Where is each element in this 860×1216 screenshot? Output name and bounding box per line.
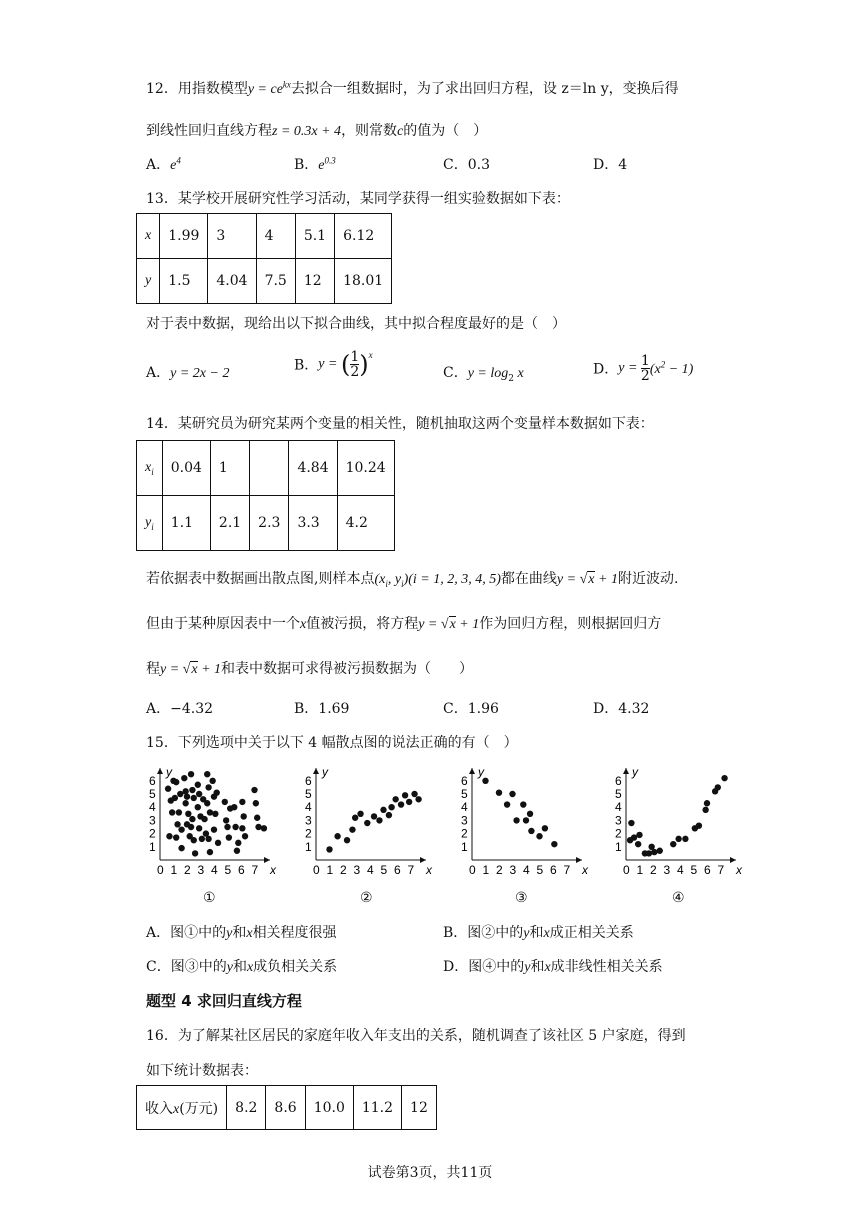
data-point xyxy=(188,771,194,777)
q14-data-table: $x_i$ 0.04 1 4.84 10.24 $y_i$ 1.1 2.1 2.3 3.3 4.2 xyxy=(136,440,395,551)
y-tick-label: 2 xyxy=(149,826,156,841)
q16-line1: 16．为了解某社区居民的家庭年收入年支出的关系，随机调查了该社区 5 户家庭，得到 xyxy=(146,1028,686,1044)
data-point xyxy=(189,787,195,793)
y-tick-label: 5 xyxy=(461,787,468,801)
q12-option-c[interactable]: C．0.3 xyxy=(443,157,490,173)
x-axis-label: x xyxy=(426,863,432,877)
y-tick-label: 2 xyxy=(615,826,622,841)
data-point xyxy=(527,811,533,817)
data-point xyxy=(178,845,184,851)
q12-line1: 12．用指数模型$y = ce^{kx}$去拟合一组数据时，为了求出回归方程，设 z＝ln y，变换后得 xyxy=(146,79,679,97)
data-point xyxy=(207,809,213,815)
q14-option-b[interactable]: B．1.69 xyxy=(294,701,350,717)
data-point xyxy=(357,811,363,817)
q13-option-d[interactable]: D．y = $\frac{1}{2}$ $(x^2 - 1)$ xyxy=(593,353,694,384)
caption-4: ④ xyxy=(672,890,685,906)
data-point xyxy=(182,800,188,806)
data-point xyxy=(214,789,220,795)
q14-line1: 若依据表中数据画出散点图,则样本点($x_i$, $y_i)(i = 1$, 2, 3, 4, 5)都在曲线y = √x + 1附近波动. xyxy=(146,571,679,589)
y-axis-label: y xyxy=(632,765,638,779)
x-tick-label: 0 xyxy=(623,863,630,877)
x-tick-label: 0 xyxy=(313,863,320,877)
y-tick-label: 6 xyxy=(149,773,156,788)
q12-equation: z = 0.3x + 4 xyxy=(272,124,342,139)
y-arrow xyxy=(623,768,629,774)
q14-option-c[interactable]: C．1.96 xyxy=(443,701,499,717)
x-tick-label: 0 xyxy=(469,863,476,877)
data-point xyxy=(657,848,663,854)
data-point xyxy=(241,813,247,819)
data-point xyxy=(176,809,182,815)
y-tick-label: 1 xyxy=(305,839,312,854)
data-point xyxy=(196,825,202,831)
x-tick-label: 4 xyxy=(523,863,530,877)
data-point xyxy=(231,804,237,810)
data-point xyxy=(380,807,386,813)
caption-1: ① xyxy=(203,890,216,906)
q13-question: 对于表中数据，现给出以下拟合曲线，其中拟合程度最好的是（ ） xyxy=(146,316,566,332)
x-tick-label: 5 xyxy=(536,863,544,877)
data-point xyxy=(253,800,259,806)
y-tick-label: 4 xyxy=(305,800,312,815)
data-point xyxy=(173,779,179,785)
data-point xyxy=(212,811,218,817)
x-tick-label: 6 xyxy=(394,863,401,877)
data-point xyxy=(239,799,245,805)
q12-option-b[interactable]: B．$e^{0.3}$ xyxy=(294,155,336,173)
q15-option-a[interactable]: A．图①中的y和x相关程度很强 xyxy=(146,925,337,941)
data-point xyxy=(371,813,377,819)
caption-2: ② xyxy=(360,890,373,906)
data-point xyxy=(242,833,248,839)
x-tick-label: 7 xyxy=(563,863,571,877)
data-point xyxy=(211,826,217,832)
x-tick-label: 2 xyxy=(496,863,503,877)
data-point xyxy=(209,778,215,784)
data-point xyxy=(523,817,529,823)
data-point xyxy=(349,826,355,832)
q15-option-c[interactable]: C．图③中的y和x成负相关关系 xyxy=(146,959,338,975)
q13-option-b[interactable]: B．y = ( $\frac{1}{2}$ )$^x$ xyxy=(294,349,373,380)
data-point xyxy=(169,809,175,815)
data-point xyxy=(191,837,197,843)
data-point xyxy=(185,811,191,817)
q13-data-table: x 1.99 3 4 5.1 6.12 y 1.5 4.04 7.5 12 18.01 xyxy=(136,213,392,304)
q14-intro: 14．某研究员为研究某两个变量的相关性，随机抽取这两个变量样本数据如下表： xyxy=(146,416,654,432)
data-point xyxy=(207,849,213,855)
x-tick-label: 7 xyxy=(251,863,259,877)
data-point xyxy=(388,804,394,810)
scatter-plot-3 xyxy=(452,762,592,880)
data-point xyxy=(696,822,702,828)
q16-data-table: 收入x(万元) 8.2 8.6 10.0 11.2 12 xyxy=(136,1085,437,1130)
x-tick-label: 4 xyxy=(677,863,684,877)
data-point xyxy=(204,800,210,806)
data-point xyxy=(224,824,230,830)
x-tick-label: 1 xyxy=(636,863,644,877)
data-point xyxy=(188,824,194,830)
y-tick-label: 1 xyxy=(461,839,468,854)
q13-option-c[interactable]: C．$y = \log_2 x$ xyxy=(443,365,524,384)
data-point xyxy=(226,834,232,840)
x-tick-label: 2 xyxy=(340,863,347,877)
data-point xyxy=(513,817,519,823)
data-point xyxy=(496,789,502,795)
x-axis-label: x xyxy=(736,863,742,877)
x-tick-label: 3 xyxy=(353,863,361,877)
x-tick-label: 1 xyxy=(482,863,490,877)
data-point xyxy=(392,796,398,802)
y-tick-label: 6 xyxy=(461,773,468,788)
x-axis-label: x xyxy=(270,863,276,877)
x-tick-label: 1 xyxy=(170,863,178,877)
data-point xyxy=(386,812,392,818)
q15-option-b[interactable]: B．图②中的y和x成正相关关系 xyxy=(443,925,634,941)
data-point xyxy=(192,850,198,856)
x-tick-label: 5 xyxy=(380,863,388,877)
x-tick-label: 5 xyxy=(224,863,232,877)
y-axis-label: y xyxy=(166,765,172,779)
data-point xyxy=(205,784,211,790)
x-tick-label: 4 xyxy=(211,863,218,877)
x-tick-label: 4 xyxy=(367,863,374,877)
data-point xyxy=(702,807,708,813)
data-point xyxy=(334,833,340,839)
data-point xyxy=(254,815,260,821)
x-tick-label: 6 xyxy=(704,863,711,877)
data-point xyxy=(721,775,727,781)
data-point xyxy=(204,771,210,777)
y-tick-label: 3 xyxy=(615,813,622,828)
data-point xyxy=(344,837,350,843)
q14-option-a[interactable]: A．−4.32 xyxy=(146,701,214,717)
y-tick-label: 2 xyxy=(461,826,468,841)
q14-line2: 但由于某种原因表中一个x值被污损，将方程y = √x + 1作为回归方程，则根据回归方 xyxy=(146,616,662,632)
x-tick-label: 6 xyxy=(238,863,245,877)
data-point xyxy=(201,816,207,822)
data-point xyxy=(509,791,515,797)
x-tick-label: 3 xyxy=(509,863,517,877)
y-tick-label: 2 xyxy=(305,826,312,841)
y-tick-label: 6 xyxy=(615,773,622,788)
y-tick-label: 5 xyxy=(305,787,312,801)
x-tick-label: 3 xyxy=(663,863,671,877)
data-point xyxy=(195,804,201,810)
data-point xyxy=(261,825,267,831)
data-point xyxy=(682,836,688,842)
data-point xyxy=(406,799,412,805)
y-tick-label: 3 xyxy=(149,813,156,828)
data-point xyxy=(651,849,657,855)
q12-line2: 到线性回归直线方程z = 0.3x + 4，则常数c的值为（ ） xyxy=(146,123,488,139)
q16-line2: 如下统计数据表： xyxy=(146,1063,258,1079)
y-axis-label: y xyxy=(478,765,484,779)
y-tick-label: 4 xyxy=(149,800,156,815)
scatter-plot-2 xyxy=(296,762,436,880)
data-point xyxy=(239,825,245,831)
data-point xyxy=(172,795,178,801)
data-point xyxy=(411,791,417,797)
q15-intro: 15．下列选项中关于以下 4 幅散点图的说法正确的有（ ） xyxy=(146,735,518,751)
data-point xyxy=(646,850,652,856)
y-axis-label: y xyxy=(322,765,328,779)
x-tick-label: 3 xyxy=(197,863,205,877)
y-arrow xyxy=(469,768,475,774)
y-tick-label: 1 xyxy=(615,839,622,854)
x-tick-label: 2 xyxy=(650,863,657,877)
data-point xyxy=(184,793,190,799)
data-point xyxy=(189,816,195,822)
data-point xyxy=(326,846,332,852)
data-point xyxy=(704,800,710,806)
data-point xyxy=(174,821,180,827)
q12-option-d[interactable]: D．4 xyxy=(593,157,628,173)
y-tick-label: 4 xyxy=(461,800,468,815)
q13-option-a[interactable]: A．y = 2x − 2 xyxy=(146,365,230,381)
x-tick-label: 7 xyxy=(717,863,725,877)
y-tick-label: 5 xyxy=(615,787,622,801)
x-tick-label: 0 xyxy=(157,863,164,877)
page-footer: 试卷第3页，共11页 xyxy=(367,1165,493,1181)
x-tick-label: 6 xyxy=(550,863,557,877)
data-point xyxy=(178,826,184,832)
y-tick-label: 3 xyxy=(461,813,468,828)
data-point xyxy=(536,833,542,839)
data-point xyxy=(234,848,240,854)
data-point xyxy=(504,801,510,807)
y-arrow xyxy=(313,768,319,774)
x-tick-label: 5 xyxy=(690,863,698,877)
caption-3: ③ xyxy=(515,890,528,906)
q13-intro: 13．某学校开展研究性学习活动，某同学获得一组实验数据如下表： xyxy=(146,191,570,207)
y-tick-label: 4 xyxy=(615,800,622,815)
y-tick-label: 3 xyxy=(305,813,312,828)
x-axis-label: x xyxy=(582,863,588,877)
data-point xyxy=(199,836,205,842)
data-point xyxy=(628,820,634,826)
data-point xyxy=(232,824,238,830)
x-tick-label: 1 xyxy=(326,863,334,877)
data-point xyxy=(636,832,642,838)
data-point xyxy=(191,795,197,801)
y-tick-label: 1 xyxy=(149,839,156,854)
q15-option-d[interactable]: D．图④中的y和x成非线性相关关系 xyxy=(443,959,663,975)
data-point xyxy=(181,775,187,781)
data-point xyxy=(364,820,370,826)
data-point xyxy=(675,836,681,842)
data-point xyxy=(528,828,534,834)
scatter-plot-1 xyxy=(140,762,280,880)
data-point xyxy=(398,801,404,807)
data-point xyxy=(402,792,408,798)
data-point xyxy=(715,784,721,790)
data-point xyxy=(352,815,358,821)
y-tick-label: 5 xyxy=(149,787,156,801)
x-tick-label: 7 xyxy=(407,863,415,877)
q12-model: $y = ce^{kx}$ xyxy=(247,79,291,97)
data-point xyxy=(165,786,171,792)
data-point xyxy=(255,824,261,830)
data-point xyxy=(222,799,228,805)
data-point xyxy=(251,787,257,793)
x-tick-label: 2 xyxy=(184,863,191,877)
data-point xyxy=(551,841,557,847)
scatter-plot-4 xyxy=(606,762,746,880)
q14-option-d[interactable]: D．4.32 xyxy=(593,701,650,717)
y-tick-label: 6 xyxy=(305,773,312,788)
section-heading: 题型 4 求回归直线方程 xyxy=(146,992,302,1010)
data-point xyxy=(482,778,488,784)
data-point xyxy=(415,796,421,802)
data-point xyxy=(223,817,229,823)
data-point xyxy=(520,801,526,807)
data-point xyxy=(173,834,179,840)
data-point xyxy=(196,791,202,797)
data-point xyxy=(670,841,676,847)
data-point xyxy=(215,840,221,846)
data-point xyxy=(235,840,241,846)
q14-line3: 程y = √x + 1和表中数据可求得被污损数据为（ ） xyxy=(146,661,474,677)
data-point xyxy=(542,825,548,831)
data-point xyxy=(195,782,201,788)
data-point xyxy=(635,841,641,847)
y-arrow xyxy=(157,768,163,774)
q12-option-a[interactable]: A．$e^4$ xyxy=(146,155,181,173)
data-point xyxy=(166,833,172,839)
data-point xyxy=(376,817,382,823)
data-point xyxy=(205,836,211,842)
